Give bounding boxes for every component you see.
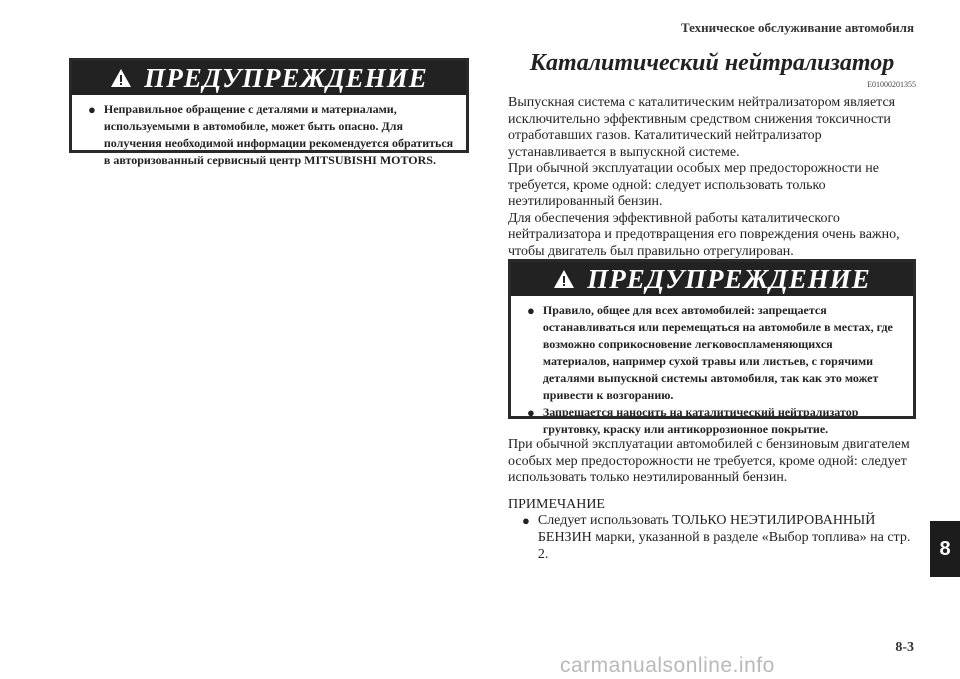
warning-item-text: Запрещается наносить на каталитический нейтрализатор грунтовку, краску или антикоррозионное покрытие. <box>542 405 859 436</box>
warning-body <box>72 95 466 175</box>
warning-triangle-icon <box>553 269 575 289</box>
warning-item <box>527 404 901 438</box>
warning-title: ПРЕДУПРЕЖДЕНИЕ <box>144 62 428 93</box>
watermark: carmanualsonline.info <box>560 654 775 677</box>
bullet-dot-icon: ● <box>527 405 535 420</box>
warning-item <box>88 101 454 169</box>
warning-header <box>72 61 466 95</box>
warning-item-text: Правило, общее для всех автомобилей: запрещается останавливаться или перемещаться на автомобиле в местах, где возможно соприкосновение легковоспламеняющихся материалов, например сухой травы или листьев, с горячими деталями выпускной системы автомобиля, так как это может привести к возгоранию. <box>542 303 893 402</box>
warning-box-handling <box>69 58 469 167</box>
warning-body <box>511 296 913 444</box>
note-item <box>522 512 922 563</box>
warning-triangle-icon <box>110 68 132 88</box>
note-item-text: Следует использовать ТОЛЬКО НЕЭТИЛИРОВАННЫЙ БЕНЗИН марки, указанной в разделе «Выбор топлива» на стр. 2. <box>537 513 911 562</box>
warning-item <box>527 302 901 404</box>
running-header: Техническое обслуживание автомобиля <box>680 20 914 35</box>
note-label: ПРИМЕЧАНИЕ <box>508 497 605 512</box>
warning-title: ПРЕДУПРЕЖДЕНИЕ <box>587 263 871 294</box>
warning-item-text: Неправильное обращение с деталями и материалами, используемыми в автомобиле, может быть опасно. Для получения необходимой информации рекомендуется обратиться в авторизованный сервисный центр MITSUBISHI MOTORS. <box>103 102 454 167</box>
bullet-dot-icon: ● <box>522 513 530 528</box>
paragraph-text: Выпускная система с каталитическим нейтрализатором является исключительно эффективным средством снижения токсичности отработавших газов. Каталитический нейтрализатор устанавливается в выпускной системе. При обычной эксплуатации особых мер предосторожности не требуется, кроме одной: следует использовать только неэтилированный бензин. Для обеспечения эффективной работы каталитического нейтрализатора и предотвращения его повреждения очень важно, чтобы двигатель был правильно отрегулирован. <box>508 95 900 259</box>
bullet-dot-icon: ● <box>88 102 96 117</box>
section-paragraph-2: При обычной эксплуатации автомобилей с бензиновым двигателем особых мер предосторожности не требуется, кроме одной: следует использовать только неэтилированный бензин. <box>508 437 910 485</box>
section-paragraph-1 <box>508 95 918 260</box>
warning-box-catalyst <box>508 259 916 436</box>
bullet-dot-icon: ● <box>527 303 535 318</box>
page-number: 8-3 <box>895 640 914 655</box>
chapter-tab: 8 <box>930 521 960 577</box>
section-code: E01000201355 <box>867 80 916 89</box>
warning-header <box>511 262 913 296</box>
section-title: Каталитический нейтрализатор <box>529 50 895 76</box>
